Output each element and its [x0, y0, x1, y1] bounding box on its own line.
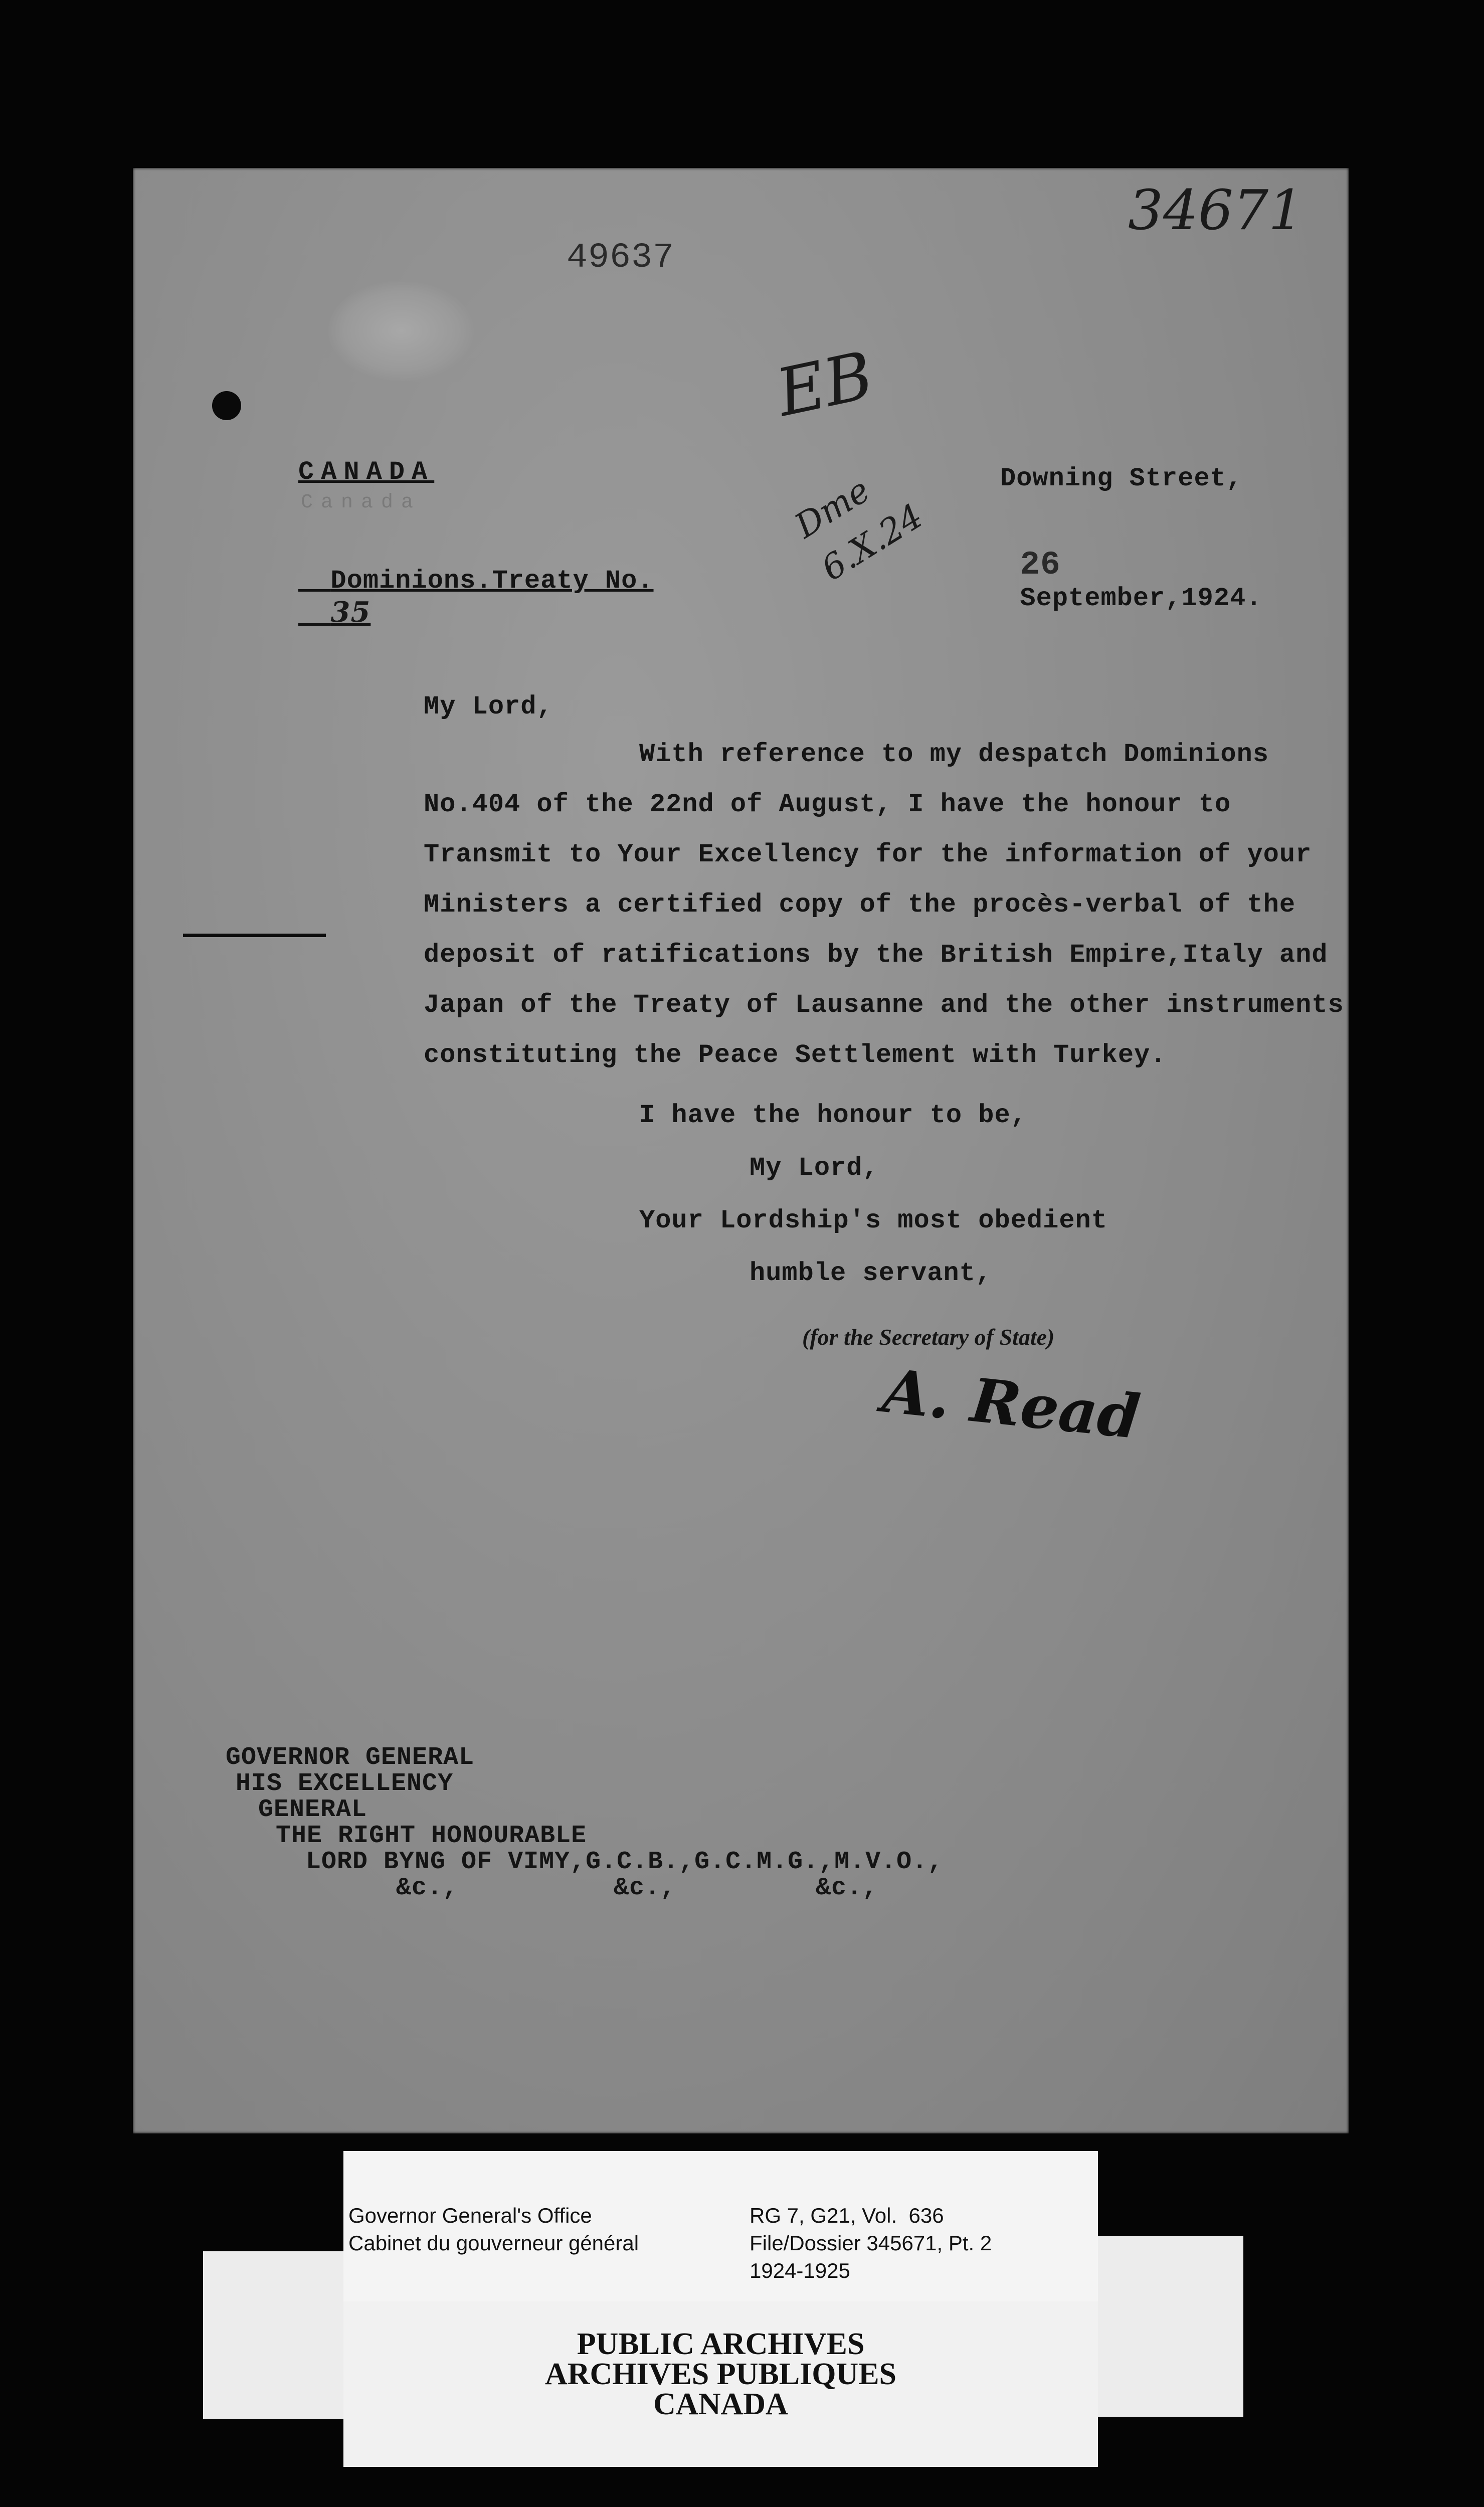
stamp-band-left	[203, 2251, 343, 2419]
body-line: No.404 of the 22nd of August, I have the honour to	[424, 790, 1231, 819]
closing	[424, 1101, 1107, 1311]
archive-file: File/Dossier 345671, Pt. 2	[750, 2231, 992, 2255]
treaty-reference-number: 35	[330, 596, 371, 629]
address-line: Downing Street,	[1000, 464, 1243, 493]
letter-body	[424, 740, 1344, 1091]
office-name-fr: Cabinet du gouverneur général	[348, 2231, 639, 2255]
closing-line: I have the honour to be,	[639, 1101, 1027, 1130]
stamp-band-right	[1098, 2236, 1243, 2417]
archive-reference: RG 7, G21, Vol. 636	[750, 2204, 944, 2227]
body-line: deposit of ratifications by the British Empire,Italy and	[424, 940, 1328, 970]
closing-line: humble servant,	[750, 1259, 992, 1288]
stamp-line-1: PUBLIC ARCHIVES	[577, 2327, 865, 2361]
signature-caption: (for the Secretary of State)	[802, 1324, 1055, 1350]
body-line: With reference to my despatch Dominions	[639, 740, 1269, 769]
handwritten-date-note: Dme 6.X.24	[788, 470, 930, 589]
body-line: Transmit to Your Excellency for the information of your	[424, 840, 1312, 869]
date-month-year: September,1924.	[1020, 584, 1262, 613]
body-line: Japan of the Treaty of Lausanne and the other instruments	[424, 990, 1344, 1020]
body-line: Ministers a certified copy of the procès-verbal of the	[424, 890, 1296, 920]
recipient-block	[226, 1745, 943, 1901]
closing-line: Your Lordship's most obedient	[639, 1206, 1107, 1235]
recipient-line: &c., &c., &c.,	[396, 1874, 878, 1902]
letter-date	[988, 516, 1262, 613]
recipient-line: GOVERNOR GENERAL	[226, 1743, 475, 1772]
recipient-line: GENERAL	[258, 1796, 367, 1824]
archive-number: 49637	[567, 238, 675, 278]
treaty-reference-prefix: Dominions.Treaty No.	[330, 566, 654, 596]
body-line: constituting the Peace Settlement with Turkey.	[424, 1040, 1167, 1070]
office-name-en: Governor General's Office	[348, 2204, 592, 2227]
closing-line: My Lord,	[750, 1153, 879, 1183]
stamp-line-3: CANADA	[653, 2387, 788, 2421]
recipient-line: LORD BYNG OF VIMY,G.C.B.,G.C.M.G.,M.V.O.,	[306, 1848, 944, 1876]
treaty-reference	[298, 536, 654, 630]
hole-punch-mark	[212, 391, 241, 420]
archive-years: 1924-1925	[750, 2259, 850, 2282]
handwritten-initials: EB	[770, 336, 880, 432]
recipient-line: THE RIGHT HONOURABLE	[276, 1822, 587, 1850]
recipient-line: HIS EXCELLENCY	[236, 1769, 454, 1798]
signature: A. Read	[879, 1355, 1144, 1453]
date-day: 26	[1020, 546, 1061, 584]
stamp-line-2: ARCHIVES PUBLIQUES	[544, 2357, 897, 2391]
country-heading-faint: Canada	[301, 491, 422, 514]
country-heading: CANADA	[298, 457, 435, 487]
handwritten-file-number: 34671	[1128, 178, 1304, 242]
margin-rule	[183, 934, 326, 937]
embossed-seal	[328, 281, 474, 381]
salutation: My Lord,	[424, 692, 553, 722]
